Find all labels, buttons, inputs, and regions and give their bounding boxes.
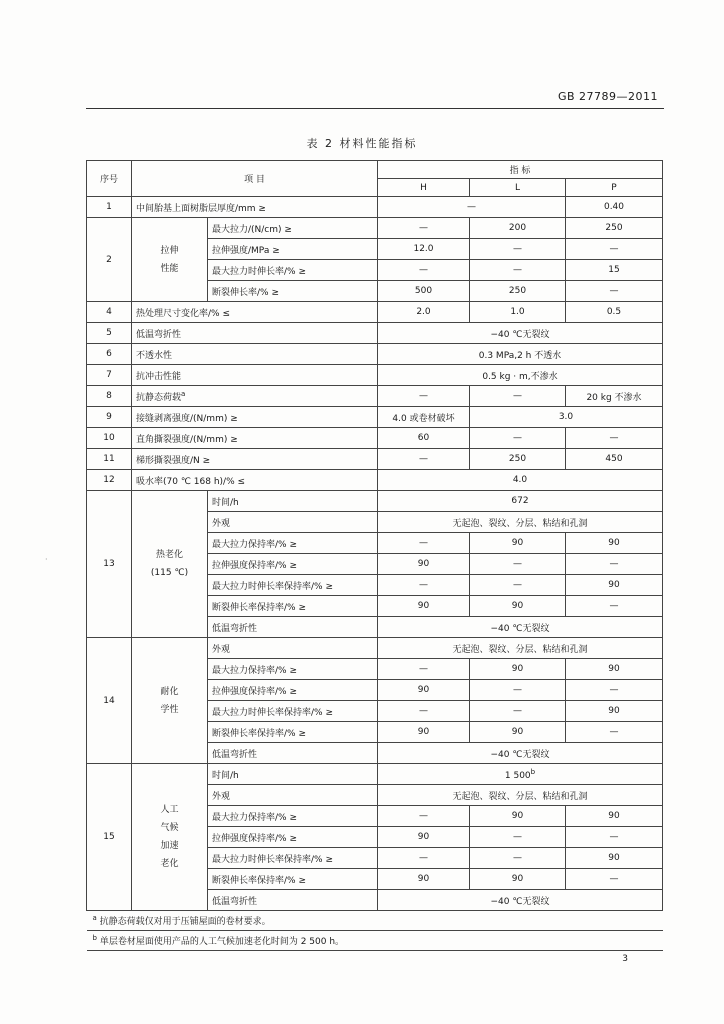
- cell-l: —: [470, 575, 566, 596]
- header-grade-h: H: [378, 179, 470, 197]
- footnote-a-text: 抗静态荷载仅对用于压铺屋面的卷材要求。: [99, 917, 271, 927]
- row-no: 1: [87, 197, 132, 218]
- cell-p: —: [566, 722, 663, 743]
- row-item: 断裂伸长率保持率/% ≥: [208, 869, 378, 890]
- cell-merged: 0.3 MPa,2 h 不透水: [378, 344, 663, 365]
- footnote-row: [87, 911, 663, 931]
- cell-l: —: [470, 386, 566, 407]
- cell-p: —: [566, 239, 663, 260]
- row-item: 拉伸强度/MPa ≥: [208, 239, 378, 260]
- footnote-a-mark: a: [92, 914, 97, 922]
- header-item: 项 目: [132, 161, 378, 197]
- cell-p: —: [566, 596, 663, 617]
- cell-p: —: [566, 869, 663, 890]
- cell-p: 90: [566, 659, 663, 680]
- cell-l: —: [470, 239, 566, 260]
- cell-l: —: [470, 680, 566, 701]
- row-item: 断裂伸长率保持率/% ≥: [208, 596, 378, 617]
- cell-p: 90: [566, 701, 663, 722]
- row-item: 低温弯折性: [208, 743, 378, 764]
- row-item: 低温弯折性: [208, 617, 378, 638]
- cell-merged: −40 ℃无裂纹: [378, 323, 663, 344]
- row-item: 接缝剥离强度/(N/mm) ≥: [132, 407, 378, 428]
- cell-l: —: [470, 827, 566, 848]
- cell-merged: 0.5 kg · m,不渗水: [378, 365, 663, 386]
- cell-h: —: [378, 449, 470, 470]
- cell-l: 1.0: [470, 302, 566, 323]
- table-row: [87, 407, 663, 428]
- footnote-b: [87, 931, 663, 951]
- cell-l: 90: [470, 722, 566, 743]
- table-row: [87, 428, 663, 449]
- cell-p: 90: [566, 806, 663, 827]
- cell-merged: [378, 764, 663, 785]
- row-item: 外观: [208, 512, 378, 533]
- cell-merged: 无起泡、裂纹、分层、粘结和孔洞: [378, 638, 663, 659]
- footnote-a: [87, 911, 663, 931]
- scan-mark: ·: [45, 555, 48, 564]
- table-row: [87, 470, 663, 491]
- page-number: 3: [622, 954, 628, 964]
- cell-h: 90: [378, 827, 470, 848]
- row-no: 6: [87, 344, 132, 365]
- cell-l: 90: [470, 869, 566, 890]
- row-no: 2: [87, 218, 132, 302]
- footnote-b-text: 单层卷材屋面使用产品的人工气候加速老化时间为 2 500 h。: [99, 937, 345, 947]
- row-item: 低温弯折性: [208, 890, 378, 911]
- table-row: [87, 218, 663, 239]
- cell-p: —: [566, 281, 663, 302]
- row-item: 直角撕裂强度/(N/mm) ≥: [132, 428, 378, 449]
- cell-l: —: [470, 554, 566, 575]
- table-row: [87, 323, 663, 344]
- cell-merged: 无起泡、裂纹、分层、粘结和孔洞: [378, 512, 663, 533]
- cell-h: —: [378, 218, 470, 239]
- cell-p: 15: [566, 260, 663, 281]
- cell-p: 90: [566, 533, 663, 554]
- cell-l: 250: [470, 449, 566, 470]
- material-performance-table: [86, 160, 663, 951]
- cell-value: 1 500: [504, 770, 531, 781]
- table-row: [87, 491, 663, 512]
- row-item: 断裂伸长率/% ≥: [208, 281, 378, 302]
- table-row: [87, 302, 663, 323]
- row-no: 7: [87, 365, 132, 386]
- row-item: 外观: [208, 638, 378, 659]
- cell-h: 90: [378, 554, 470, 575]
- cell-h: 90: [378, 680, 470, 701]
- row-item: 断裂伸长率保持率/% ≥: [208, 722, 378, 743]
- table-row: [87, 344, 663, 365]
- cell-p: 90: [566, 575, 663, 596]
- cell-p: —: [566, 827, 663, 848]
- row-no: 8: [87, 386, 132, 407]
- standard-number: GB 27789—2011: [557, 90, 658, 103]
- cell-l: 250: [470, 281, 566, 302]
- cell-merged: −40 ℃无裂纹: [378, 890, 663, 911]
- row-item: 梯形撕裂强度/N ≥: [132, 449, 378, 470]
- row-item: 不透水性: [132, 344, 378, 365]
- table-title: 表 2 材料性能指标: [306, 137, 418, 150]
- row-category: 耐化 学性: [132, 638, 208, 764]
- footnote-ref-b: b: [530, 767, 536, 776]
- row-item: 最大拉力时伸长率/% ≥: [208, 260, 378, 281]
- row-item: 拉伸强度保持率/% ≥: [208, 827, 378, 848]
- cell-p: —: [566, 680, 663, 701]
- footnote-row: [87, 931, 663, 951]
- header-seq: 序号: [87, 161, 132, 197]
- cell-h: 4.0 或卷材破坏: [378, 407, 470, 428]
- cell-h: —: [378, 659, 470, 680]
- row-no: 9: [87, 407, 132, 428]
- row-category: 拉伸 性能: [132, 218, 208, 302]
- row-item: 中间胎基上面树脂层厚度/mm ≥: [132, 197, 378, 218]
- row-item: 最大拉力保持率/% ≥: [208, 806, 378, 827]
- row-category: 人工 气候 加速 老化: [132, 764, 208, 911]
- cell-p: 90: [566, 848, 663, 869]
- cell-merged: 4.0: [378, 470, 663, 491]
- table-row: [87, 197, 663, 218]
- cell-merged: 672: [378, 491, 663, 512]
- cell-l: —: [470, 701, 566, 722]
- cell-merged: 无起泡、裂纹、分层、粘结和孔洞: [378, 785, 663, 806]
- row-item: 最大拉力/(N/cm) ≥: [208, 218, 378, 239]
- cell-p: 450: [566, 449, 663, 470]
- row-item: 最大拉力时伸长率保持率/% ≥: [208, 848, 378, 869]
- cell-l: —: [470, 260, 566, 281]
- cell-hl: —: [378, 197, 566, 218]
- cell-h: —: [378, 806, 470, 827]
- cell-h: 12.0: [378, 239, 470, 260]
- cell-merged: −40 ℃无裂纹: [378, 617, 663, 638]
- cell-l: 90: [470, 659, 566, 680]
- cell-h: 60: [378, 428, 470, 449]
- row-item: 拉伸强度保持率/% ≥: [208, 680, 378, 701]
- footnote-ref-a: a: [181, 389, 186, 398]
- table-row: [87, 386, 663, 407]
- row-item: 抗冲击性能: [132, 365, 378, 386]
- row-item: 时间/h: [208, 764, 378, 785]
- row-item: 抗静态荷载: [136, 392, 182, 403]
- header-index: 指 标: [378, 161, 663, 179]
- row-item: 最大拉力保持率/% ≥: [208, 659, 378, 680]
- row-item: 低温弯折性: [132, 323, 378, 344]
- table-header-row: [87, 161, 663, 179]
- cell-h: 2.0: [378, 302, 470, 323]
- row-item: 拉伸强度保持率/% ≥: [208, 554, 378, 575]
- row-item: 最大拉力时伸长率保持率/% ≥: [208, 701, 378, 722]
- row-no: 4: [87, 302, 132, 323]
- table-row: [87, 764, 663, 785]
- cell-l: 90: [470, 806, 566, 827]
- table-row: [87, 638, 663, 659]
- row-no: 11: [87, 449, 132, 470]
- cell-p: —: [566, 554, 663, 575]
- cell-h: 90: [378, 596, 470, 617]
- header-grade-p: P: [566, 179, 663, 197]
- row-item: 最大拉力时伸长率保持率/% ≥: [208, 575, 378, 596]
- cell-h: 500: [378, 281, 470, 302]
- cell-h: 90: [378, 869, 470, 890]
- cell-h: —: [378, 575, 470, 596]
- row-item: 时间/h: [208, 491, 378, 512]
- cell-l: 200: [470, 218, 566, 239]
- row-no: 14: [87, 638, 132, 764]
- header-rule: [86, 108, 664, 109]
- row-item: 外观: [208, 785, 378, 806]
- cell-l: 90: [470, 533, 566, 554]
- cell-h: —: [378, 848, 470, 869]
- row-item: 最大拉力保持率/% ≥: [208, 533, 378, 554]
- cell-p: —: [566, 428, 663, 449]
- header-grade-l: L: [470, 179, 566, 197]
- cell-h: 90: [378, 722, 470, 743]
- cell-p: 0.40: [566, 197, 663, 218]
- cell-l: —: [470, 848, 566, 869]
- cell-p: 0.5: [566, 302, 663, 323]
- cell-h: —: [378, 260, 470, 281]
- row-item: 热处理尺寸变化率/% ≤: [132, 302, 378, 323]
- footnote-b-mark: b: [92, 934, 97, 942]
- cell-h: —: [378, 701, 470, 722]
- cell-l: —: [470, 428, 566, 449]
- table-row: [87, 365, 663, 386]
- row-no: 10: [87, 428, 132, 449]
- cell-p: 250: [566, 218, 663, 239]
- table-row: [87, 449, 663, 470]
- row-no: 12: [87, 470, 132, 491]
- row-category: 热老化 (115 ℃): [132, 491, 208, 638]
- cell-l: 90: [470, 596, 566, 617]
- row-no: 5: [87, 323, 132, 344]
- cell-h: —: [378, 386, 470, 407]
- row-item: 吸水率(70 ℃ 168 h)/% ≤: [132, 470, 378, 491]
- cell-h: —: [378, 533, 470, 554]
- cell-p: 20 kg 不渗水: [566, 386, 663, 407]
- cell-merged: −40 ℃无裂纹: [378, 743, 663, 764]
- row-item-cell: [132, 386, 378, 407]
- row-no: 15: [87, 764, 132, 911]
- row-no: 13: [87, 491, 132, 638]
- cell-lp: 3.0: [470, 407, 663, 428]
